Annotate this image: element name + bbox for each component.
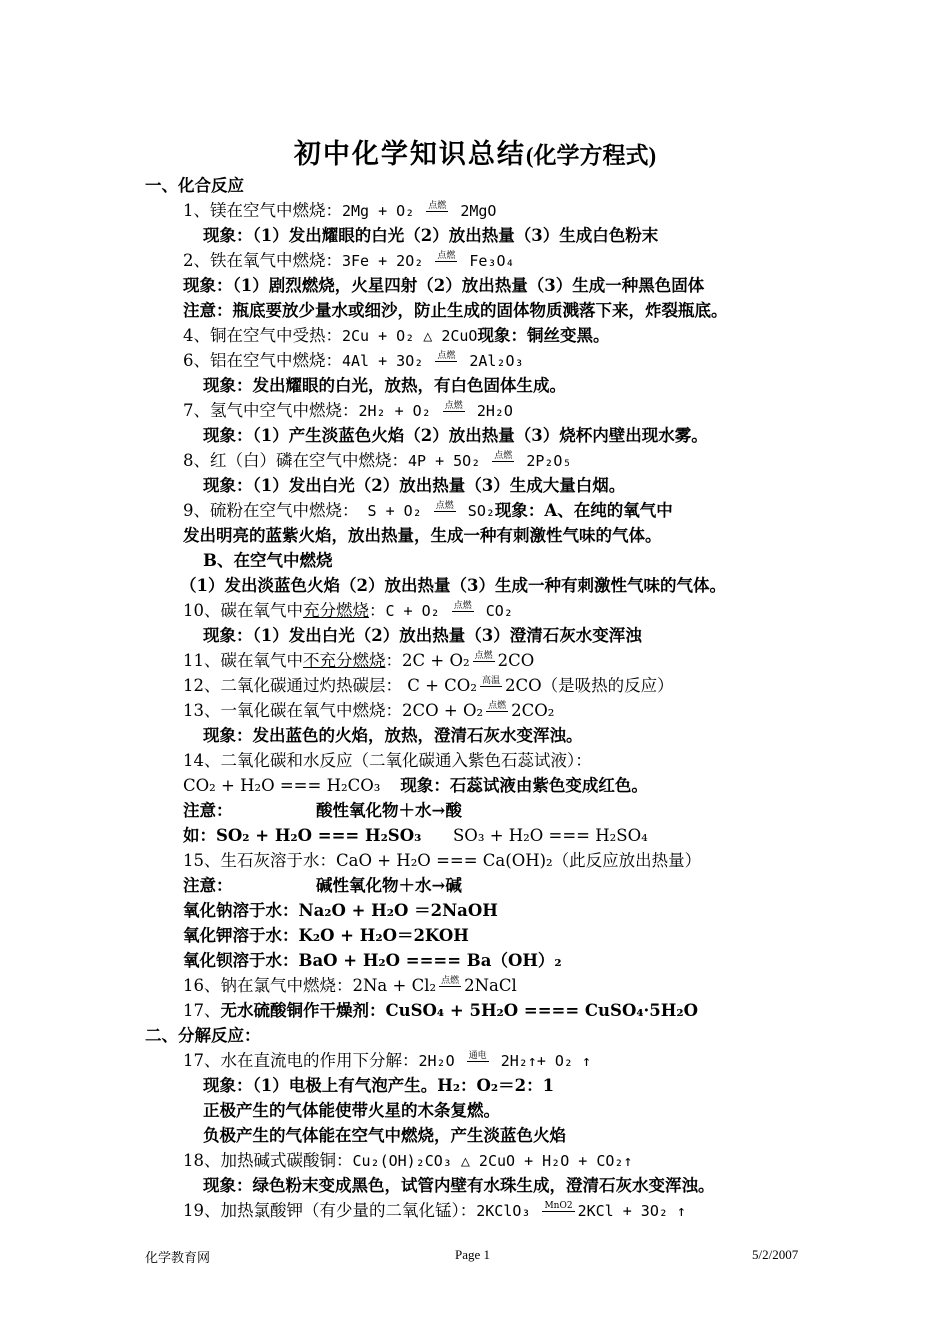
- reaction-line: 8、红（白）磷在空气中燃烧：4P + 5O₂ 点燃 2P₂O₅: [183, 451, 572, 470]
- section-heading-decomposition: 二、分解反应：: [145, 1026, 261, 1045]
- reaction-line: 2、铁在氧气中燃烧：3Fe + 2O₂ 点燃 Fe₃O₄: [183, 251, 515, 270]
- equation-line: 如：SO₂ + H₂O === H₂SO₃ SO₃ + H₂O === H₂SO₄: [183, 826, 648, 845]
- phenomenon-line: 现象：绿色粉末变成黑色，试管内壁有水珠生成，澄清石灰水变浑浊。: [203, 1176, 715, 1195]
- phenomenon-line: 现象：（1）发出白光（2）放出热量（3）澄清石灰水变浑浊: [203, 626, 642, 645]
- phenomenon-line: 发出明亮的蓝紫火焰，放出热量，生成一种有刺激性气味的气体。: [183, 526, 662, 545]
- reaction-line: 10、碳在氧气中充分燃烧：C + O₂ 点燃 CO₂: [183, 601, 513, 620]
- note-line: 注意：瓶底要放少量水或细沙，防止生成的固体物质溅落下来，炸裂瓶底。: [183, 301, 728, 320]
- equation-line: CO₂ + H₂O === H₂CO₃ 现象：石蕊试液由紫色变成红色。: [183, 776, 648, 795]
- phenomenon-line: 正极产生的气体能使带火星的木条复燃。: [203, 1101, 500, 1120]
- phenomenon-line: 现象：（1）剧烈燃烧，火星四射（2）放出热量（3）生成一种黑色固体: [183, 276, 705, 295]
- footer-date: 5/2/2007: [752, 1247, 799, 1262]
- reaction-line: 9、硫粉在空气中燃烧： S + O₂ 点燃 SO₂现象：A、在纯的氧气中: [183, 501, 673, 520]
- footer-page-number: Page 1: [455, 1247, 491, 1262]
- reaction-line: 12、二氧化碳通过灼热碳层： C + CO₂ 高温 2CO（是吸热的反应）: [183, 676, 674, 695]
- reaction-line: 1、镁在空气中燃烧：2Mg + O₂ 点燃 2MgO: [183, 201, 497, 220]
- title-sub: (化学方程式): [525, 143, 657, 168]
- note-line: 注意： 酸性氧化物＋水→酸: [183, 801, 462, 820]
- reaction-line: 6、铝在空气中燃烧：4Al + 3O₂ 点燃 2Al₂O₃: [183, 351, 524, 370]
- page-title: [0, 132, 950, 171]
- reaction-line: 19、加热氯酸钾（有少量的二氧化锰）：2KClO₃ MnO2 2KCl + 3O₂ ↑: [183, 1201, 686, 1220]
- phenomenon-line: 现象：发出蓝色的火焰，放热，澄清石灰水变浑浊。: [203, 726, 583, 745]
- phenomenon-line: 现象：（1）发出耀眼的白光（2）放出热量（3）生成白色粉末: [203, 226, 659, 245]
- footer-left: 化学教育网: [145, 1250, 211, 1265]
- phenomenon-line: 现象：（1）电极上有气泡产生。H₂：O₂＝2：1: [203, 1076, 555, 1095]
- title-main: 初中化学知识总结: [293, 139, 526, 170]
- reaction-line: 15、生石灰溶于水：CaO + H₂O === Ca(OH)₂（此反应放出热量）: [183, 851, 702, 870]
- phenomenon-line: 负极产生的气体能在空气中燃烧，产生淡蓝色火焰: [203, 1126, 566, 1145]
- reaction-line: 7、氢气中空气中燃烧：2H₂ + O₂ 点燃 2H₂O: [183, 401, 513, 420]
- reaction-line: 17、无水硫酸铜作干燥剂：CuSO₄ + 5H₂O ==== CuSO₄·5H₂O: [183, 1001, 698, 1020]
- phenomenon-line: 现象：发出耀眼的白光，放热，有白色固体生成。: [203, 376, 566, 395]
- reaction-line: 16、钠在氯气中燃烧：2Na + Cl₂ 点燃 2NaCl: [183, 976, 517, 995]
- reaction-line: 4、铜在空气中受热：2Cu + O₂ △ 2CuO现象：铜丝变黑。: [183, 326, 610, 345]
- phenomenon-line: 现象：（1）发出白光（2）放出热量（3）生成大量白烟。: [203, 476, 626, 495]
- reaction-line: 13、一氧化碳在氧气中燃烧：2CO + O₂ 点燃 2CO₂: [183, 701, 555, 720]
- reaction-line: 18、加热碱式碳酸铜：Cu₂(OH)₂CO₃ △ 2CuO + H₂O + CO₂↑: [183, 1151, 633, 1170]
- note-line: 注意： 碱性氧化物＋水→碱: [183, 876, 462, 895]
- phenomenon-line: （1）发出淡蓝色火焰（2）放出热量（3）生成一种有刺激性气味的气体。: [180, 576, 726, 595]
- phenomenon-line: 现象：（1）产生淡蓝色火焰（2）放出热量（3）烧杯内壁出现水雾。: [203, 426, 708, 445]
- equation-line: 氧化钡溶于水：BaO + H₂O ==== Ba（OH）₂: [183, 951, 562, 970]
- equation-line: 氧化钠溶于水：Na₂O + H₂O ＝2NaOH: [183, 901, 498, 920]
- reaction-line: 14、二氧化碳和水反应（二氧化碳通入紫色石蕊试液）：: [183, 751, 592, 770]
- section-heading-combination: 一、化合反应: [145, 176, 244, 195]
- equation-line: 氧化钾溶于水：K₂O + H₂O＝2KOH: [183, 926, 469, 945]
- phenomenon-line: B、在空气中燃烧: [203, 551, 333, 570]
- reaction-line: 17、水在直流电的作用下分解：2H₂O 通电 2H₂↑+ O₂ ↑: [183, 1051, 592, 1070]
- reaction-line: 11、碳在氧气中不充分燃烧：2C + O₂ 点燃 2CO: [183, 651, 535, 670]
